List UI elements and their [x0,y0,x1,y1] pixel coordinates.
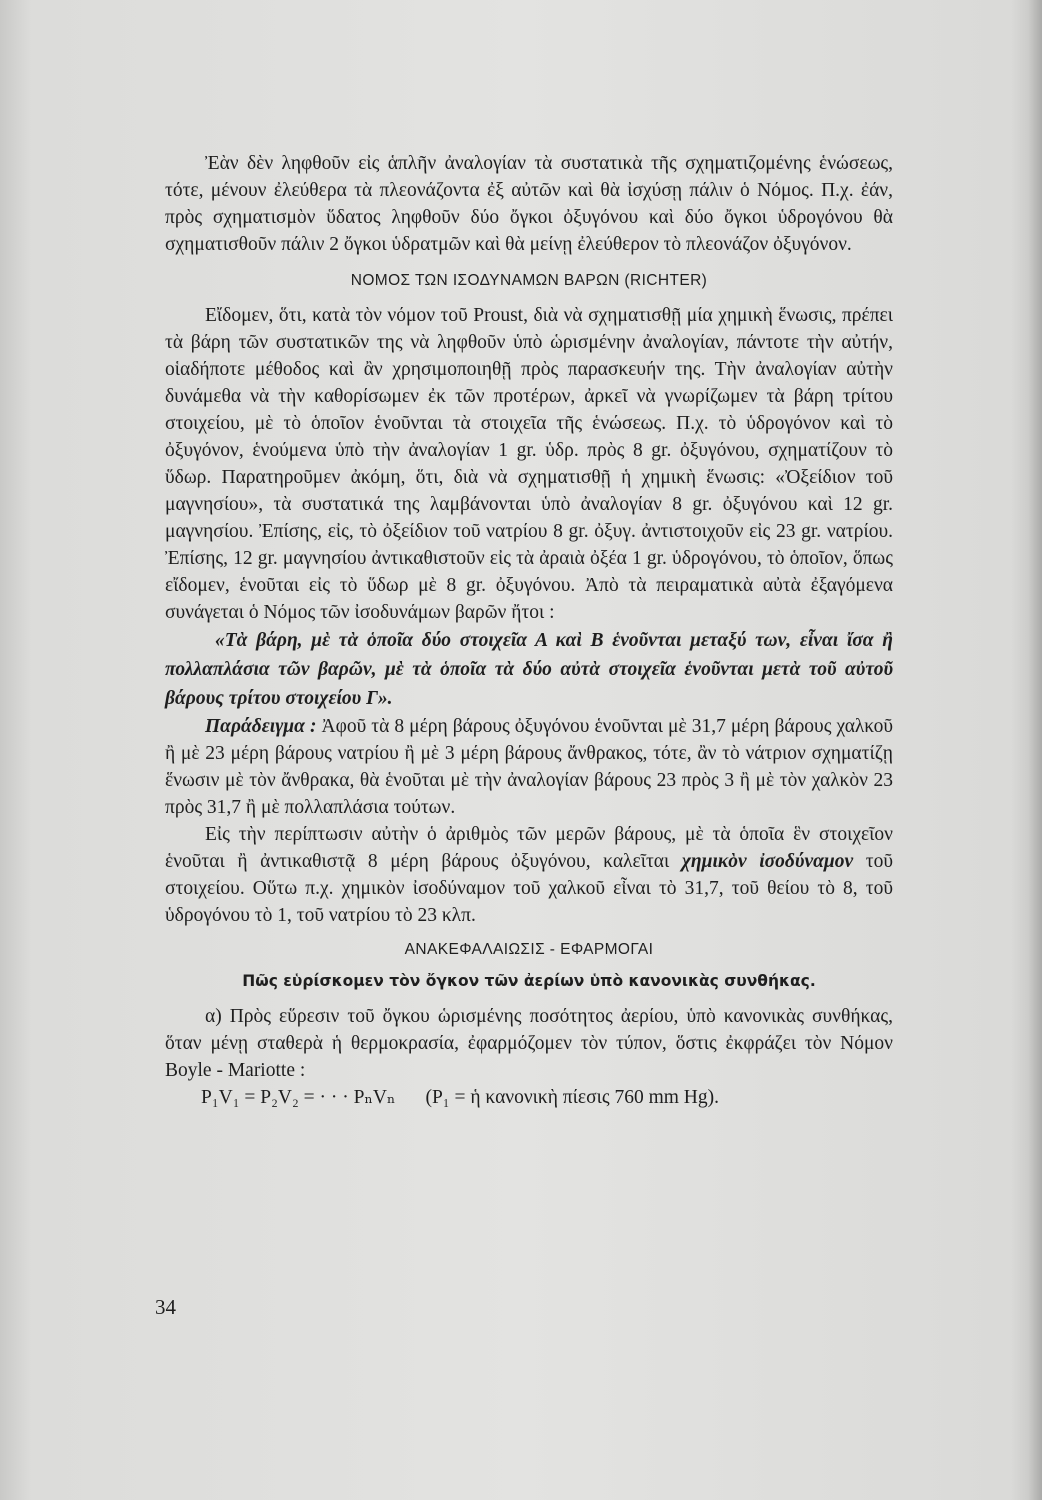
paragraph-boyle: α) Πρὸς εὕρεσιν τοῦ ὄγκου ὡρισμένης ποσότητος ἀερίου, ὑπὸ κανονικὰς συνθήκας, ὅταν μένῃ σταθερὰ ἡ θερμοκρασία, ἐφαρμόζομεν τὸν τύπον, ὅστις ἐκφράζει τὸν Νόμον Boyle - Mariotte : [165,1006,893,1081]
page-edge-shadow [1028,0,1042,1500]
section-heading-summary: ΑΝΑΚΕΦΑΛΑΙΩΣΙΣ - ΕΦΑΡΜΟΓΑΙ [404,941,654,958]
law-statement: «Τὰ βάρη, μὲ τὰ ὁποῖα δύο στοιχεῖα Α καὶ Β ἑνοῦνται μεταξύ των, εἶναι ἴσα ἢ πολλαπλάσια τῶν βαρῶν, μὲ τὰ ὁποῖα τὰ δύο αὐτὰ στοιχεῖα ἑνοῦνται μετὰ τοῦ αὐτοῦ βάρους τρίτου στοιχείου Γ». [165,630,893,709]
equivalent-text-a: Εἰς τὴν περίπτωσιν αὐτὴν ὁ ἀριθμὸς τῶν μερῶν βάρους, μὲ τὰ ὁποῖα ἓν στοιχεῖον ἑνοῦται ἢ ἀντικαθιστᾷ 8 μέρη βάρους ὀξυγόνου, καλεῖται [165,824,893,872]
paragraph-intro: Ἐὰν δὲν ληφθοῦν εἰς ἁπλῆν ἀναλογίαν τὰ συστατικὰ τῆς σχηματιζομένης ἑνώσεως, τότε, μένουν ἐλεύθερα τὰ πλεονάζοντα ἐξ αὐτῶν καὶ θὰ ἰσχύσῃ πάλιν ὁ Νόμος. Π.χ. ἐάν, πρὸς σχηματισμὸν ὕδατος ληφθοῦν δύο ὄγκοι ὀξυγόνου καὶ δύο ὄγκοι ὑδρογόνου θὰ σχηματισθοῦν πάλιν 2 ὄγκοι ὑδρατμῶν καὶ θὰ μείνῃ ἐλεύθερον τὸ πλεονάζον ὀξυγόνον. [165,153,893,255]
paragraph-richter: Εἴδομεν, ὅτι, κατὰ τὸν νόμον τοῦ Proust, διὰ νὰ σχηματισθῇ μία χημικὴ ἕνωσις, πρέπει τὰ βάρη τῶν συστατικῶν της νὰ ληφθοῦν ὑπὸ ὡρισμένην ἀναλογίαν, πάντοτε τὴν αὐτήν, οἱαδήποτε μέθοδος καὶ ἂν χρησιμοποιηθῇ πρὸς παρασκευήν της. Τὴν ἀναλογίαν αὐτὴν δυνάμεθα νὰ τὴν καθορίσωμεν ἐκ τῶν προτέρων, ἀρκεῖ νὰ γνωρίζωμεν τὰ βάρη τρίτου στοιχείου, μὲ τὸ ὁποῖον ἑνοῦνται τὰ στοιχεῖα τῆς ἑνώσεως. Π.χ. τὸ ὑδρογόνον καὶ τὸ ὀξυγόνον, ἑνούμενα ὑπὸ τὴν ἀναλογίαν 1 gr. ὑδρ. πρὸς 8 gr. ὀξυγόνου, σχηματίζουν τὸ ὕδωρ. Παρατηροῦμεν ἀκόμη, ὅτι, διὰ νὰ σχηματισθῇ ἡ χημικὴ ἕνωσις: «Ὀξείδιον τοῦ μαγνησίου», τὰ συστατικά της λαμβάνονται ὑπὸ ἀναλογίαν 8 gr. ὀξυγόνου καὶ 12 gr. μαγνησίου. Ἐπίσης, εἰς, τὸ ὀξείδιον τοῦ νατρίου 8 gr. ὀξυγ. ἀντιστοιχοῦν εἰς 23 gr. νατρίου. Ἐπίσης, 12 gr. μαγνησίου ἀντικαθιστοῦν εἰς τὰ ἀραιὰ ὀξέα 1 gr. ὑδρογόνου, τὸ ὁποῖον, ὅπως εἴδομεν, ἑνοῦται εἰς τὸ ὕδωρ μὲ 8 gr. ὀξυγόνου. Ἀπὸ τὰ πειραματικὰ αὐτὰ ἐξαγόμενα συνάγεται ὁ Νόμος τῶν ἰσοδυνάμων βαρῶν ἤτοι : [165,305,893,623]
formula-note: (P₁ = ἡ κανονικὴ πίεσις 760 mm Hg). [425,1087,719,1108]
section-heading-richter: ΝΟΜΟΣ ΤΩΝ ΙΣΟΔΥΝΑΜΩΝ ΒΑΡΩΝ (RICHTER) [350,272,708,289]
formula-boyle-mariotte [165,1084,893,1112]
example-text: Ἀφοῦ τὰ 8 μέρη βάρους ὀξυγόνου ἑνοῦνται μὲ 31,7 μέρη βάρους χαλκοῦ ἢ μὲ 23 μέρη βάρους νατρίου ἢ μὲ 3 μέρη βάρους ἄνθρακος, τότε, ἂν τὸ νάτριον σχηματίζῃ ἕνωσιν μὲ τὸν ἄνθρακα, θὰ ἑνοῦται μὲ τὴν ἀναλογίαν βάρους 23 πρὸς 3 ἢ μὲ τὸν χαλκὸν 23 πρὸς 31,7 ἢ μὲ πολλαπλάσια τούτων. [165,716,893,818]
equivalent-text-b: τοῦ στοιχείου. Οὕτω π.χ. χημικὸν ἰσοδύναμον τοῦ χαλκοῦ εἶναι τὸ 31,7, τοῦ θείου τὸ 8, τοῦ ὑδρογόνου τὸ 1, τοῦ νατρίου τὸ 23 κλπ. [165,851,894,926]
paragraph-equivalent [165,821,893,929]
subheading-gas-volume: Πῶς εὑρίσκομεν τὸν ὄγκον τῶν ἀερίων ὑπὸ κανονικὰς συνθήκας. [242,972,816,990]
paragraph-example [165,713,893,821]
page-content [165,150,893,1112]
formula-main: P₁V₁ = P₂V₂ = · · · PₙVₙ [201,1087,396,1108]
example-label: Παράδειγμα : [205,716,317,737]
equivalent-term: χημικὸν ἰσοδύναμον [681,851,854,872]
page-number: 34 [155,1295,176,1319]
